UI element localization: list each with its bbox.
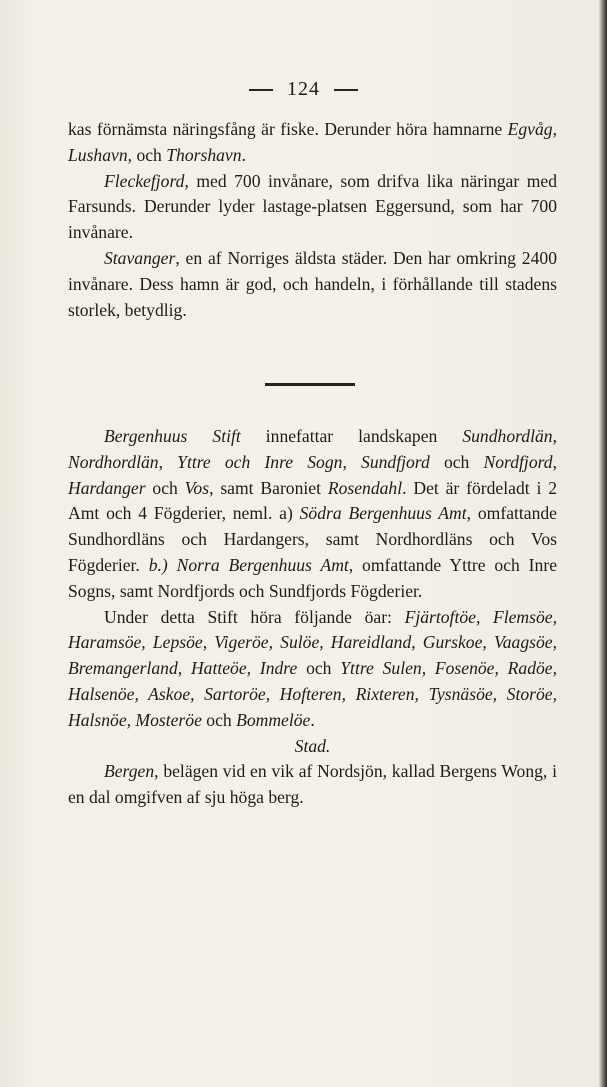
text-run: och <box>429 451 484 472</box>
text-run: , <box>552 119 557 139</box>
place-name: Yttre och Inre Sogn <box>177 451 343 472</box>
place-name: Sundfjord <box>361 451 430 472</box>
text-run: och <box>297 658 341 679</box>
text-run: , <box>158 451 178 472</box>
text-run: , <box>552 426 557 446</box>
text-run: , omfattande Yttre och Inre Sogns, samt Nordfjords och Sundfjords Fögderier. <box>68 554 558 601</box>
text-run: . <box>241 144 246 165</box>
place-name: Nordhordlän <box>68 451 159 472</box>
text-run: , belägen vid en vik af Nordsjön, kallad Bergens Wong, i en dal omgifven af sju höga berg. <box>68 761 557 808</box>
header-dash-left <box>249 89 273 91</box>
place-name: Bommelöe <box>236 709 311 730</box>
paragraph-bergenhuus-stift <box>68 424 557 605</box>
text-block-bottom <box>68 424 557 811</box>
island-list: Yttre Sulen, Fosenöe, Radöe, Halsenöe, Askoe, Sartoröe, Hofteren, Rixteren, Tysnäsöe, Storöe, Halsnöe, Mosteröe <box>68 658 558 730</box>
place-name: Rosendahl <box>327 477 403 498</box>
place-name: Hardanger <box>68 477 146 498</box>
text-run: Under detta Stift höra följande öar: <box>104 606 405 627</box>
island-list: Fjärtoftöe, Flemsöe, Haramsöe, Lepsöe, Vigeröe, Sulöe, Hareidland, Gurskoe, Vaagsöe, Bremangerland, Hatteöe, Indre <box>68 606 557 679</box>
text-run: , samt Baroniet <box>209 477 328 498</box>
place-name: Bergen <box>104 761 155 782</box>
header-dash-right <box>334 89 358 91</box>
paragraph-stavanger <box>68 246 557 323</box>
text-run: och <box>145 477 185 498</box>
text-run: kas förnämsta näringsfång är fiske. Derunder höra hamnarne <box>68 119 508 139</box>
place-name: Sundhordlän <box>462 426 553 446</box>
place-name: Vos <box>184 477 210 498</box>
text-run: och <box>201 709 237 730</box>
place-name: Södra Bergenhuus Amt <box>299 503 467 524</box>
place-name: Egvåg <box>507 119 553 139</box>
place-name: b.) Norra Bergenhuus Amt <box>148 554 349 575</box>
section-title: Bergenhuus Stift <box>104 426 241 446</box>
paragraph-bergen <box>68 759 557 811</box>
page-header <box>0 78 607 101</box>
place-name: Lushavn <box>68 144 128 165</box>
text-run: , och <box>127 144 167 165</box>
subheading-stad: Stad. <box>294 735 331 756</box>
page-number: 124 <box>287 78 320 100</box>
place-name: Fleckefjord <box>104 170 185 191</box>
text-block-top <box>68 117 557 323</box>
text-run: . <box>310 709 315 730</box>
place-name: Thorshavn <box>166 144 242 165</box>
place-name: Stavanger <box>104 247 176 268</box>
text-run: , <box>342 451 362 472</box>
paragraph-fleckefjord <box>68 169 557 246</box>
text-run: , <box>552 451 558 472</box>
page-edge-shadow <box>599 0 607 1087</box>
paragraph-continuation <box>68 117 557 169</box>
text-run: , en af Norriges äldsta städer. Den har omkring 2400 invånare. Dess hamn är god, och handeln, i förhållande till stadens storlek, betydlig. <box>68 247 557 320</box>
text-run: innefattar landskapen <box>240 426 463 446</box>
text-run: . Det är fördeladt i 2 Amt och 4 Fögderier, neml. a) <box>68 477 558 524</box>
text-run: , omfattande Sundhordläns och Hardangers, samt Nordhordläns och Vos Fögderier. <box>68 503 557 575</box>
text-run: , med 700 invånare, som drifva lika näringar med Farsunds. Derunder lyder lastage-platsen Eggersund, som har 700 invånare. <box>68 170 557 243</box>
section-divider <box>265 383 355 386</box>
place-name: Nordfjord <box>483 451 553 472</box>
paragraph-islands <box>68 605 557 734</box>
